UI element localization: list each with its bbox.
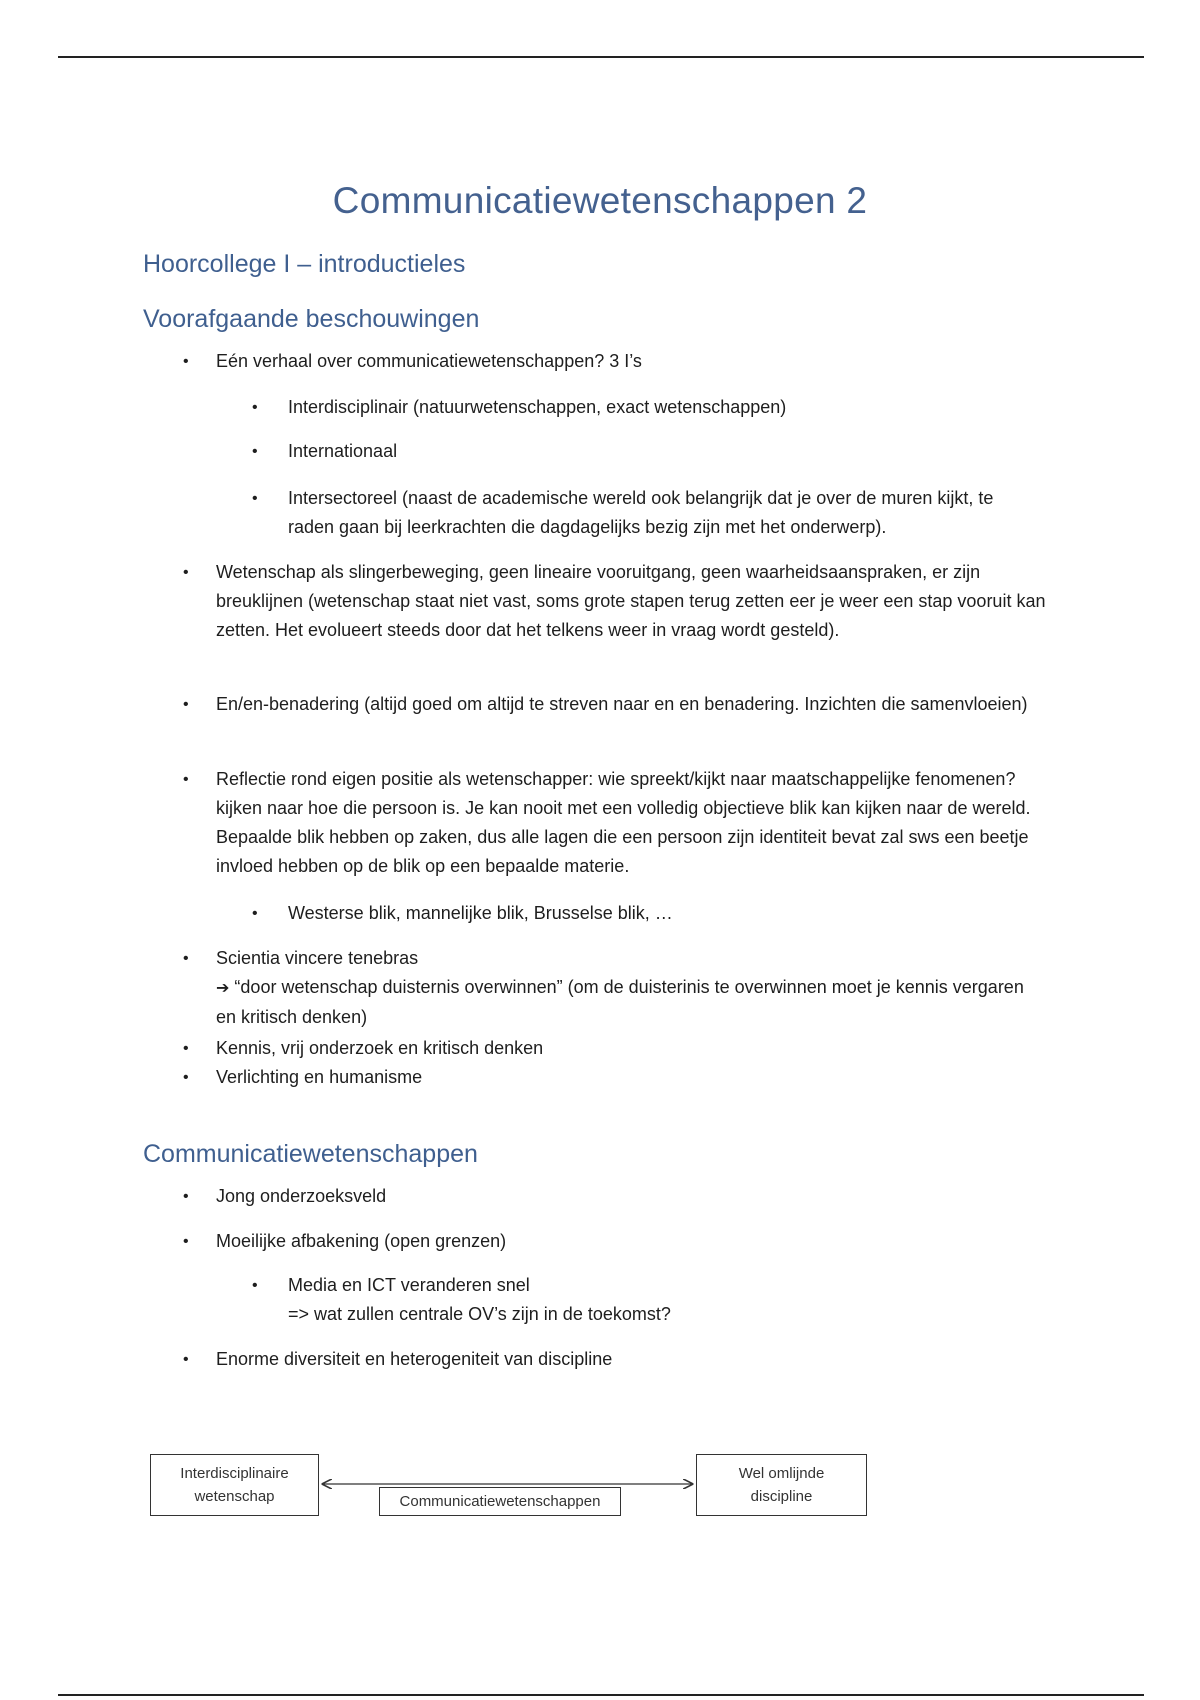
section-heading-communicatiewetenschappen: Communicatiewetenschappen [143, 1140, 478, 1168]
bullet-icon: • [252, 905, 258, 922]
bullet-icon: • [183, 1040, 189, 1057]
list-item-text: Media en ICT veranderen snel [288, 1275, 530, 1295]
list-item-text: Moeilijke afbakening (open grenzen) [216, 1231, 507, 1251]
diagram-box-center-label: Communicatiewetenschappen [399, 1493, 601, 1510]
list-item-text: Verlichting en humanisme [216, 1067, 423, 1087]
bullet-icon: • [183, 564, 189, 581]
bullet-icon: • [183, 1233, 189, 1250]
bullet-icon: • [183, 950, 189, 967]
list-item-text: Enorme diversiteit en heterogeniteit van discipline [216, 1349, 613, 1369]
lecture-heading: Hoorcollege I – introductieles [143, 250, 466, 278]
bullet-icon: • [183, 353, 189, 370]
diagram-box-center [379, 1487, 621, 1516]
arrow-right-icon: ➔ [216, 980, 230, 997]
list-item-text: Eén verhaal over communicatiewetenschappen? 3 I’s [216, 351, 642, 371]
bullet-icon: • [183, 1351, 189, 1368]
bullet-icon: • [252, 490, 258, 507]
bullet-icon: • [183, 696, 189, 713]
list-item-text: => wat zullen centrale OV’s zijn in de toekomst? [288, 1304, 671, 1324]
list-item-text: Westerse blik, mannelijke blik, Brusselse blik, … [288, 903, 673, 923]
section-heading-voorafgaande: Voorafgaande beschouwingen [143, 305, 480, 333]
diagram-box-left-label: Interdisciplinaire wetenschap [180, 1465, 289, 1505]
list-item-text: Intersectoreel (naast de academische wereld ook belangrijk dat je over de muren kijkt, te raden gaan bij leerkrachten die dagdagelijks bezig zijn met het onderwerp). [288, 488, 994, 537]
list-item-text: Wetenschap als slingerbeweging, geen lineaire vooruitgang, geen waarheidsaanspraken, er zijn breuklijnen (wetenschap staat niet vast, soms grote stapen terug zetten eer je weer een stap vooruit kan zetten. Het evolueert steeds door dat het telkens weer in vraag wordt gesteld). [216, 562, 1046, 640]
list-item-text: “door wetenschap duisternis overwinnen” (om de duisterinis te overwinnen moet je kennis vergaren en kritisch denken) [216, 977, 1024, 1027]
bullet-icon: • [252, 443, 258, 460]
list-item-text: En/en-benadering (altijd goed om altijd te streven naar en en benadering. Inzichten die samenvloeien) [216, 694, 1028, 714]
page-title: Communicatiewetenschappen 2 [332, 180, 868, 221]
footer-rule [58, 1694, 1144, 1696]
diagram-box-left [150, 1454, 319, 1516]
list-item-text: Jong onderzoeksveld [216, 1186, 387, 1206]
bullet-icon: • [252, 399, 258, 416]
list-item-text: Scientia vincere tenebras [216, 948, 419, 968]
diagram-box-right-label: Wel omlijnde discipline [738, 1465, 825, 1505]
list-item-text: Internationaal [288, 441, 398, 461]
bullet-icon: • [183, 1188, 189, 1205]
bullet-icon: • [252, 1277, 258, 1294]
list-item-text: Reflectie rond eigen positie als wetenschapper: wie spreekt/kijkt naar maatschappelijke fenomenen? kijken naar hoe die persoon is. Je kan nooit met een volledig objectieve blik kan kijken naar de wereld. Bepaalde blik hebben op zaken, dus alle lagen die een persoon zijn identiteit bevat zal sws een beetje invloed hebben op de blik op een bepaalde materie. [216, 769, 1031, 876]
bullet-icon: • [183, 1069, 189, 1086]
bullet-icon: • [183, 771, 189, 788]
diagram-box-right [696, 1454, 867, 1516]
list-item-text: Interdisciplinair (natuurwetenschappen, exact wetenschappen) [288, 397, 787, 417]
list-item-text: Kennis, vrij onderzoek en kritisch denken [216, 1038, 544, 1058]
